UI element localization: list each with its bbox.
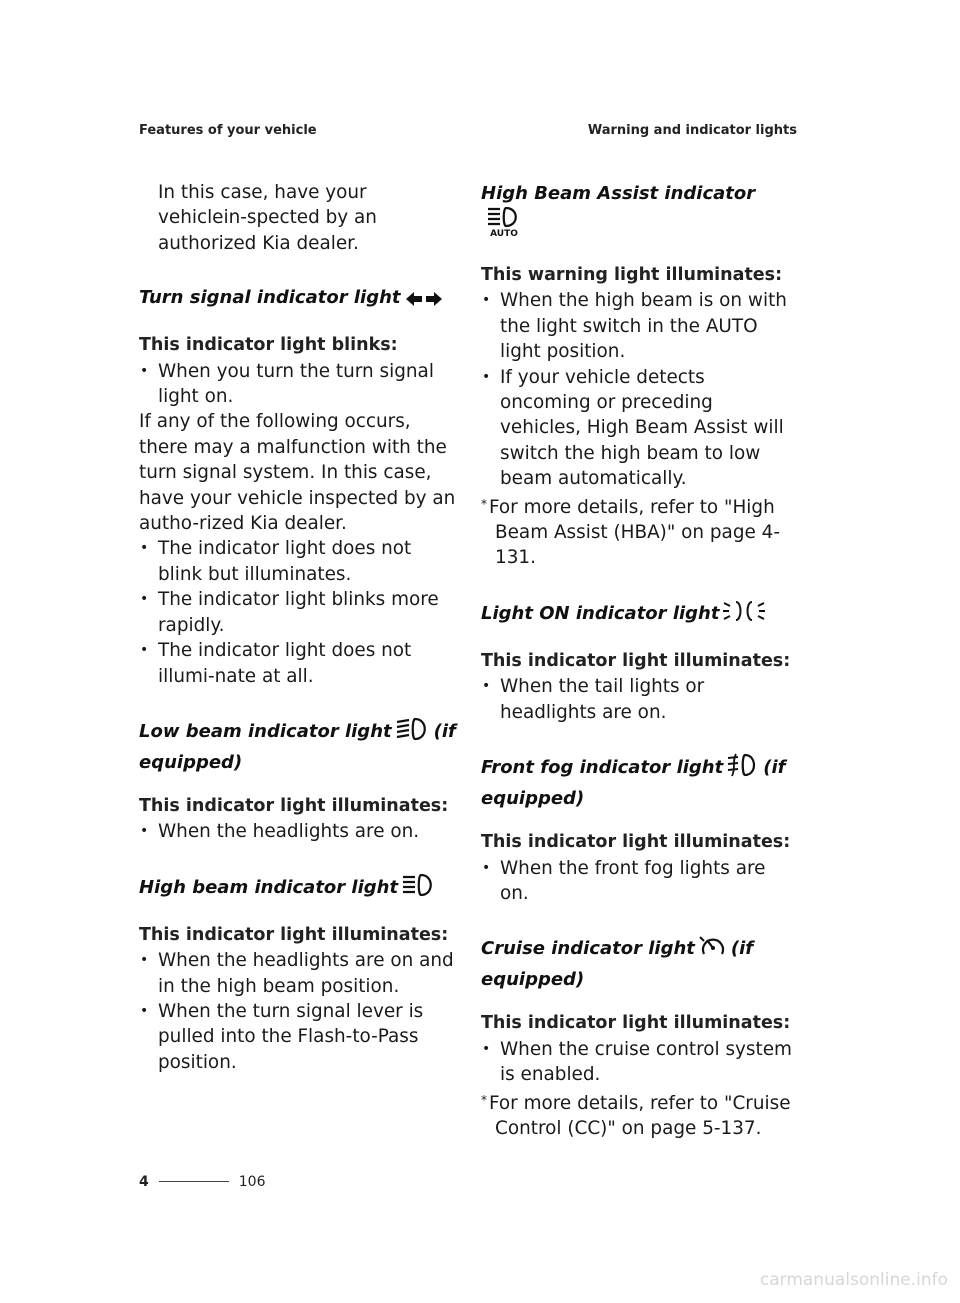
- tail-light-icon: [722, 599, 766, 631]
- hba-note: * For more details, refer to "High Beam Assist (HBA)" on page 4-131.: [481, 496, 781, 569]
- high-beam-list: [139, 948, 459, 1075]
- page-footer: [139, 1174, 265, 1190]
- low-beam-icon: [395, 717, 431, 749]
- turn-signal-paragraph: If any of the following occurs, there may a malfunction with the turn signal system. In this case, have your vehicle inspected by an autho-rized Kia dealer.: [139, 411, 456, 535]
- running-header-right: Warning and indicator lights: [587, 123, 797, 138]
- turn-signal-list: [139, 359, 459, 410]
- list-item: • When you turn the turn signal light on.: [139, 359, 459, 410]
- list-item: • When the front fog lights are on.: [481, 856, 797, 907]
- low-beam-list: [139, 819, 459, 844]
- turn-arrows-icon: [404, 288, 444, 315]
- cruise-icon: [698, 934, 728, 966]
- watermark: carmanualsonline.info: [759, 1270, 948, 1290]
- hba-subheading: This warning light illuminates:: [481, 265, 783, 285]
- intro-text: In this case, have your vehiclein-spected by an authorized Kia dealer.: [158, 182, 377, 254]
- list-item: • The indicator light does not illumi-nate at all.: [139, 638, 459, 689]
- list-item: • When the high beam is on with the light switch in the AUTO light position.: [481, 288, 797, 364]
- light-on-subheading: This indicator light illuminates:: [481, 650, 791, 671]
- light-on-heading: Light ON indicator light: [481, 599, 797, 631]
- right-column: [481, 180, 797, 1141]
- turn-signal-heading: Turn signal indicator light: [139, 284, 459, 315]
- list-item: • If your vehicle detects oncoming or preceding vehicles, High Beam Assist will switch the high beam to low beam automatically.: [481, 365, 797, 492]
- cruise-list: [481, 1037, 797, 1088]
- list-item: • The indicator light does not blink but illuminates.: [139, 536, 459, 587]
- left-column: [139, 180, 459, 1075]
- low-beam-subheading: This indicator light illuminates:: [139, 795, 449, 816]
- list-item: • When the turn signal lever is pulled into the Flash-to-Pass position.: [139, 999, 459, 1075]
- hba-list: [481, 288, 797, 491]
- front-fog-icon: [726, 753, 760, 785]
- cruise-note: * For more details, refer to "Cruise Control (CC)" on page 5-137.: [481, 1092, 791, 1139]
- turn-signal-malfunction-list: [139, 536, 459, 688]
- list-item: • When the headlights are on.: [139, 819, 459, 844]
- cruise-subheading: This indicator light illuminates:: [481, 1013, 791, 1034]
- page-number: 106: [238, 1174, 266, 1190]
- front-fog-subheading: This indicator light illuminates:: [481, 832, 791, 853]
- turn-signal-subheading: This indicator light blinks:: [139, 335, 398, 356]
- high-beam-subheading: This indicator light illuminates:: [139, 924, 449, 945]
- hba-icon-label: AUTO: [490, 229, 518, 237]
- running-header-left: Features of your vehicle: [139, 123, 317, 138]
- light-on-list: [481, 674, 797, 725]
- high-beam-auto-icon: [484, 207, 524, 245]
- footer-divider: [159, 1181, 229, 1182]
- low-beam-heading: Low beam indicator light (if equipped): [139, 717, 459, 776]
- list-item: • When the cruise control system is enabled.: [481, 1037, 797, 1088]
- cruise-heading: Cruise indicator light (if equipped): [481, 934, 797, 993]
- list-item: • The indicator light blinks more rapidly.: [139, 587, 459, 638]
- high-beam-heading: High beam indicator light: [139, 873, 459, 905]
- front-fog-list: [481, 856, 797, 907]
- list-item: • When the headlights are on and in the high beam position.: [139, 948, 459, 999]
- section-number: 4: [139, 1174, 149, 1190]
- hba-heading: High Beam Assist indicator AUTO: [481, 180, 797, 245]
- list-item: • When the tail lights or headlights are on.: [481, 674, 797, 725]
- high-beam-icon: [401, 873, 437, 905]
- front-fog-heading: Front fog indicator light (if equipped): [481, 753, 797, 812]
